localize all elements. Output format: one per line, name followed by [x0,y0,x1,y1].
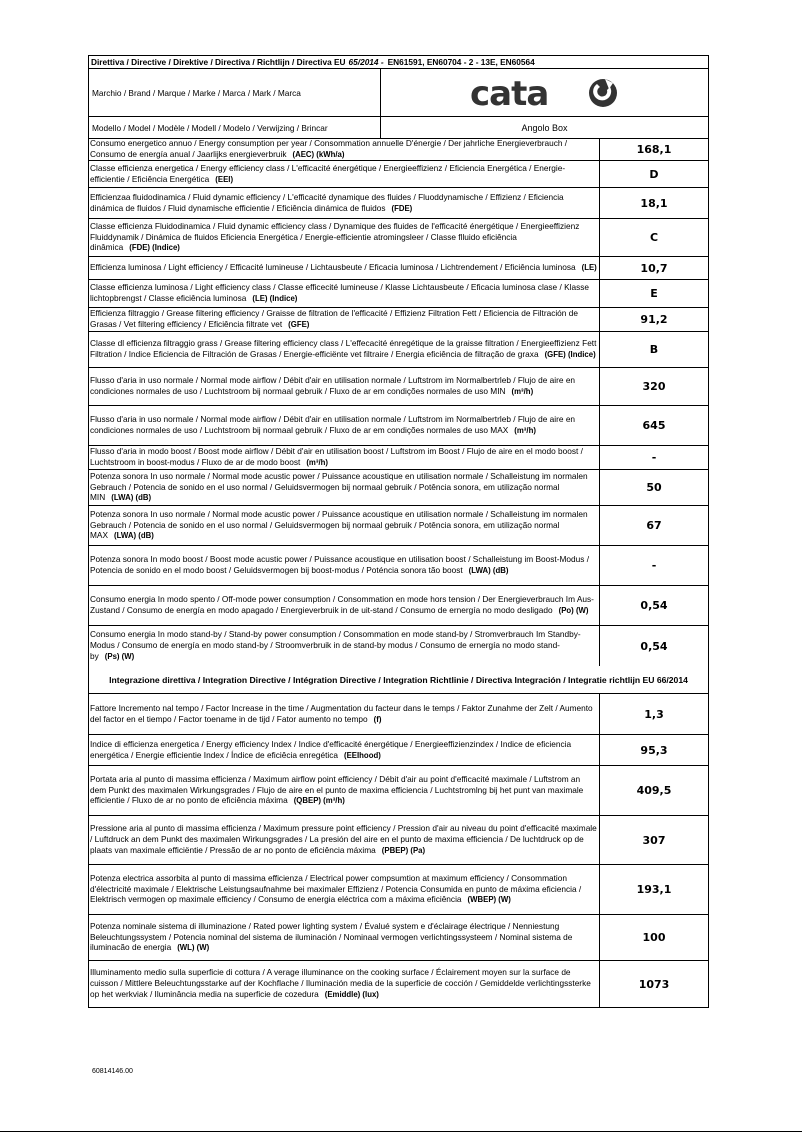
row-label [89,219,600,256]
row-text: Fattore Incremento nal tempo / Factor Increase in the time / Augmentation du facteur dans le temps / Faktor Zunahme der Zelt / Aumento del factor en el tiempo / Factor toename in de tijd / Fator aumento no tempo [90,702,593,724]
energy-label-table [88,55,709,1008]
row-value: 0,54 [640,639,668,653]
row-text: Efficienza filtraggio / Grease filtering efficiency / Graisse de filtration de l'efficacité / Effizienz Filtration Fett / Eficiencia de Filtración de Grasas / Vet filtering efficiency / Eficiência filtrate vet [90,308,578,329]
row-label [89,915,600,960]
row-text: Consumo energetico annuo / Energy consumption per year / Consommation annuelle D'énergie / Der jahrliche Energieverbrauch / Consumo de energía anual / Jaarlijks energieverbruik [90,139,568,159]
row-text: Potenza sonora In uso normale / Normal mode acustic power / Puissance acoustique en utilisation normale / Schalleistung im normalen Gebrauch / Potencia de sonido en el uso normal / Geluidsvermogen bij normaal gebruik / Potência sonora, em utilização normal MAX [90,508,588,541]
row-value: 1,3 [644,707,664,721]
row-unit: (LWA) (dB) [111,493,152,503]
row-label [89,139,600,160]
table-row [89,406,708,446]
row-unit: (FDE) [391,203,413,213]
row-label [89,470,600,505]
row-text: Classe efficienza energetica / Energy efficiency class / L'efficacité énergétique / Energieeffizienz / Eficiencia Energética / Energie-efficientie / Eficiência Energética [90,162,566,184]
directive-number: 65/2014 - [348,57,384,67]
document-code: 60814146.00 [92,1068,133,1075]
row-label [89,188,600,218]
integration-section-title: Integrazione direttiva / Integration Directive / Intégration Directive / Integration Richtlinie / Directiva Integración / Integratie richtlijn EU 66/2014 [89,666,708,694]
row-unit: (AEC) (kWh/a) [292,150,345,159]
row-unit: (f) [373,714,382,724]
row-unit: (LWA) (dB) [113,531,154,541]
integration-rows [89,694,708,1007]
row-value: 409,5 [636,784,672,797]
row-unit: (LE) (Indice) [252,294,298,303]
table-row [89,470,708,506]
row-label [89,308,600,331]
row-unit: (GFE) (Indice) [544,350,596,359]
row-value: - [651,559,657,572]
row-unit: (QBEP) (m³/h) [293,796,345,806]
table-row [89,280,708,308]
row-text: Potenza sonora In modo boost / Boost mode acustic power / Puissance acoustique en utilisation boost / Schalleistung im Boost-Modus / Potencia de sonido en el modo boost / Geluidsvermogen bij boost-modus / Poténcia sonora tão boost [90,554,590,575]
row-text: Flusso d'aria in uso normale / Normal mode airflow / Débit d'air en utilisation normale / Luftstrom im Normalbertrleb / Flujo de aire en condiciones normales de uso / Luchtstroom bij normaal gebruik / Fluxo de ar em condições normales de uso MAX [90,414,576,435]
row-unit: (LE) [581,263,597,273]
table-row [89,586,708,626]
model-row [89,117,708,139]
bottom-rule [0,1131,802,1132]
row-value: 320 [642,380,666,393]
table-row [89,546,708,586]
row-unit: (m³/h) [306,458,328,467]
row-value: 50 [646,481,662,494]
cata-logo [381,69,708,116]
table-row [89,961,708,1007]
row-text: Efficienzaa fluidodinamica / Fluid dynamic efficiency / L'efficacité dynamique des fluides / Fluoddynamische / Effizienz / Eficiencia dinámica de fluidos / Fluid dynamische efficientie / Eficiência dinámica de fluidos [90,191,564,213]
row-text: Flusso d'aria in uso normale / Normal mode airflow / Débit d'air en utilisation normale / Luftstrom im Normalbertrleb / Flujo de aire en condiciones normales de uso / Luchtstroom bij normaal gebruik / Fluxo de ar em condições normales de uso MIN [90,375,576,396]
row-unit: (m³/h) [511,387,534,396]
row-unit: (FDE) (Indice) [129,243,180,253]
row-text: Indice di efficienza energetica / Energy efficiency Index / Indice d'efficacité énergétique / Energieeffizienzindex / Indice de eficiencia energética / Energie efficientie Index / Índice de eficiêcia enregética [90,738,572,760]
row-label [89,257,600,279]
row-unit: (WL) (W) [177,943,210,953]
row-label [89,280,600,307]
row-value: 95,3 [640,743,668,757]
logo-text: cata [469,74,548,111]
row-value: D [649,167,659,181]
row-value: - [651,451,657,464]
row-label [89,816,600,864]
row-label [89,766,600,815]
brand-label: Marchio / Brand / Marque / Marke / Marca / Mark / Marca [89,69,381,116]
row-text: Classe efficienza Fluidodinamica / Fluid dynamic efficiency class / Dynamique des fluides de l'efficacité énergétique / Energieeffizienz Fluiddynamik / Dinámica de fluidos Eficiencia Energética / Energie-efficientie atromingsleer / Classe flluido eficiência dinâmica [90,220,580,253]
row-unit: (LWA) (dB) [468,566,509,575]
energy-rows [89,139,708,666]
row-value: 100 [642,931,666,944]
row-label [89,961,600,1007]
row-value: 91,2 [640,313,668,326]
row-value: 645 [642,419,666,432]
row-label [89,161,600,187]
table-row [89,446,708,470]
row-text: Efficienza luminosa / Light efficiency / Efficacité lumineuse / Lichtausbeute / Eficacia luminosa / Lichtrendement / Eficiência luminosa [90,262,576,273]
row-value: 67 [646,519,662,532]
logo-swirl-icon [589,79,617,107]
directive-header [89,56,708,69]
row-value: B [649,343,659,356]
row-text: Pressione aria al punto di massima efficienza / Maximum pressure point efficiency / Pression d'air au niveau du point d'efficacité maximale / Luftdruck an dem Punkt des maximalen Wirkungsgrades / La presión del aire en el punto de maxima efficiencia / De luchtdruck op de plaats van maximale efficiëntie / Pressão de ar no ponto de eficiência máxima [90,823,597,855]
model-label: Modello / Model / Modèle / Modell / Modelo / Verwijzing / Brincar [89,117,381,138]
row-unit: (m³/h) [514,426,536,435]
row-value: 168,1 [636,143,672,156]
row-value: 0,54 [640,599,668,612]
table-row [89,161,708,188]
row-label [89,735,600,765]
table-row [89,257,708,280]
row-text: Classe efficienza luminosa / Light efficiency class / Classe efficecité lumineuse / Klasse Lichtausbeute / Eficacia luminosa clase / Klasse lichtopbrengst / Classe eficiência luminosa [90,282,589,303]
row-unit: (WBEP) (W) [467,895,511,905]
table-row [89,915,708,961]
row-label [89,546,600,585]
row-text: Illuminamento medio sulla superficie di cottura / A verage illuminance on the cooking surface / Éclairement moyen sur la surface de cuisson / Mittlere Beleuchtungsstarke auf der Kochflache / Iluminación media de la superficie de cocción / Gemiddelde verlichtingssterke op het werkviak / Iluminância media na superficie de cozedura [90,967,591,999]
row-unit: (PBEP) (Pa) [381,845,426,855]
row-value: C [649,231,659,244]
row-unit: (GFE) [288,320,310,329]
row-label [89,586,600,625]
table-row [89,368,708,406]
row-label [89,865,600,914]
row-unit: (EEI) [215,174,234,184]
row-unit: (Emiddle) (lux) [324,989,379,999]
table-row [89,694,708,735]
row-unit: (Ps) (W) [104,651,135,661]
table-row [89,735,708,766]
row-text: Flusso d'aria in modo boost / Boost mode airflow / Débit d'air en utilisation boost / Luftstrom im Boost / Flujo de aire en el modo boost / Luchtstroom in boost-modus / Fluxo de ar de modo boost [90,446,583,467]
row-label [89,332,600,367]
row-text: Consumo energia In modo stand-by / Stand-by power consumption / Consommation en mode stand-by / Stromverbrauch Im Standby-Modus / Consumo de energía en modo stand-by / Stroomverbruik in de stand-by modus / Consumo de ernergía no modo stand-by [90,629,581,661]
row-unit: (Po) (W) [558,606,589,615]
table-row [89,816,708,865]
row-text: Consumo energia In modo spento / Off-mode power consumption / Consommation en mode hors tension / Der Energieverbrauch Im Aus-Zustand / Consumo de energía en modo apagado / Energieverbruik in de uit-stand / Consumo de ernergía no modo desligado [90,594,594,615]
row-text: Potenza sonora In uso normale / Normal mode acustic power / Puissance acoustique en utilisation normale / Schalleistung im normalen Gebrauch / Potencia de sonido en el uso normal / Geluidsvermogen bij normaal gebruik / Potência sonora, em utilização normal MIN [90,470,588,503]
table-row [89,766,708,816]
row-label [89,406,600,445]
table-row [89,332,708,368]
row-text: Potenza nominale sistema di illuminazione / Rated power lighting system / Évalué system e d'éclairage électrique / Nenniestung Beleuchtungssystem / Potencia nominal del sistema de iluminación / Nominaal vermogen verlichtingssysteem / Nominal sistema de iluminacão de energia [90,920,573,953]
table-row [89,626,708,666]
brand-row [89,69,708,117]
row-text: Portata aria al punto di massima efficienza / Maximum airflow point efficiency / Débit d'air au point d'efficacité maximale / Luftstrom an dem Punkt des maximalen Wirkungsgrades / Flujo de aire en el punto de maxima efficiencia / Luchtstromlng bij het punt van maximale efficientie / Fluxo de ar no ponto de eficiência máxima [90,773,584,806]
table-row [89,188,708,219]
table-row [89,308,708,332]
row-label [89,694,600,734]
row-label [89,506,600,545]
row-label [89,368,600,405]
table-row [89,506,708,546]
row-value: 10,7 [640,261,668,275]
standards-list: EN61591, EN60704 - 2 - 13E, EN60564 [387,57,535,67]
row-text: Classe dl efficienza filtraggio grass / Grease filtering efficiency class / L'effecacité énregétique de la graisse filtration / Energieeffizienz Fett Filtration / Indice Eficiencia de Filtración de Grasas / Energie-efficiënte vet filtraire / Energia eficiência de filtração de graxa [90,338,597,359]
row-value: 307 [642,833,666,847]
row-value: E [650,287,658,300]
model-value: Angolo Box [521,122,568,133]
directive-label: Direttiva / Directive / Direktive / Directiva / Richtlijn / Directiva EU [91,57,346,67]
row-label [89,626,600,666]
table-row [89,219,708,257]
row-unit: (EEIhood) [344,750,381,760]
table-row [89,139,708,161]
row-text: Potenza electrica assorbita al punto di massima efficienza / Electrical power compsumtion at maximum efficiency / Consommation d'électricité maximale / Elektrische Leistungsaufnahme bei maximaler Effizienz / Potencia Consumida en punto de máxima eficiencia / Elektrisch vermogen op maximale efficiency / Consumo de energia eléctrica com a máxima eficiência [90,872,582,905]
row-value: 1073 [638,977,670,991]
row-value: 18,1 [640,196,668,210]
row-label [89,446,600,469]
row-value: 193,1 [636,883,672,896]
table-row [89,865,708,915]
